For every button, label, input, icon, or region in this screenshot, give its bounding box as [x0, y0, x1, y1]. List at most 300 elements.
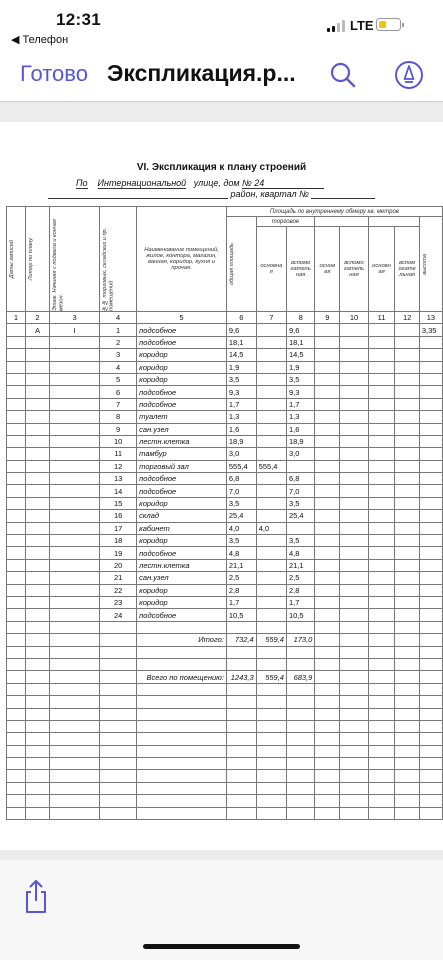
header-height: высота [419, 217, 442, 312]
empty-cell [395, 423, 420, 435]
aux-area-cell: 14,5 [286, 349, 314, 361]
table-row [7, 770, 443, 782]
empty-cell [315, 398, 340, 410]
empty-cell [286, 782, 314, 794]
height-cell: 3,35 [419, 324, 442, 336]
room-number-cell: 1 [100, 324, 137, 336]
empty-cell [340, 733, 368, 745]
column-number: 5 [137, 312, 227, 324]
empty-cell [395, 373, 420, 385]
empty-cell [137, 758, 227, 770]
empty-cell [340, 795, 368, 807]
room-number-cell: 3 [100, 349, 137, 361]
total-area-cell: 9,3 [226, 386, 256, 398]
empty-cell [368, 733, 395, 745]
empty-cell [368, 720, 395, 732]
empty-cell [286, 807, 314, 819]
empty-cell [256, 708, 286, 720]
empty-cell [340, 671, 368, 683]
empty-cell [395, 522, 420, 534]
itogo-row [7, 634, 443, 646]
aux-area-cell: 3,0 [286, 448, 314, 460]
room-name-cell: коридор [137, 497, 227, 509]
floor-cell [50, 584, 100, 596]
empty-cell [25, 782, 49, 794]
empty-cell [226, 758, 256, 770]
empty-cell [315, 435, 340, 447]
total-area-cell: 555,4 [226, 460, 256, 472]
room-number-cell: 21 [100, 572, 137, 584]
aux-area-cell: 9,6 [286, 324, 314, 336]
empty-cell [395, 795, 420, 807]
empty-cell [50, 658, 100, 670]
empty-cell [286, 733, 314, 745]
floor-cell [50, 336, 100, 348]
vsego-aux: 683,9 [286, 671, 314, 683]
empty-cell [395, 683, 420, 695]
floor-cell [50, 460, 100, 472]
table-row [7, 696, 443, 708]
total-area-cell: 1,9 [226, 361, 256, 373]
empty-cell [50, 646, 100, 658]
letter-cell [25, 373, 49, 385]
room-number-cell: 20 [100, 559, 137, 571]
empty-cell [340, 510, 368, 522]
empty-cell [315, 758, 340, 770]
empty-cell [286, 658, 314, 670]
empty-cell [137, 770, 227, 782]
empty-cell [368, 584, 395, 596]
date-cell [7, 398, 26, 410]
empty-cell [7, 696, 26, 708]
main-area-cell [256, 448, 286, 460]
empty-cell [368, 473, 395, 485]
room-number-cell: 9 [100, 423, 137, 435]
date-cell [7, 373, 26, 385]
room-name-cell: коридор [137, 596, 227, 608]
height-cell [419, 559, 442, 571]
letter-cell [25, 435, 49, 447]
header-aux-2: вспомо гатель ная [340, 227, 368, 312]
empty-cell [368, 411, 395, 423]
empty-cell [7, 745, 26, 757]
table-row [7, 584, 443, 596]
empty-cell [7, 708, 26, 720]
room-number-cell: 18 [100, 535, 137, 547]
main-area-cell [256, 435, 286, 447]
room-name-cell: кабинет [137, 522, 227, 534]
aux-area-cell: 2,8 [286, 584, 314, 596]
empty-cell [368, 572, 395, 584]
empty-cell [419, 720, 442, 732]
back-to-app-link[interactable]: ◀ Телефон [11, 34, 69, 46]
main-area-cell [256, 510, 286, 522]
total-area-cell: 3,5 [226, 535, 256, 547]
empty-cell [419, 807, 442, 819]
room-name-cell: подсобное [137, 398, 227, 410]
empty-cell [315, 411, 340, 423]
battery-icon [376, 18, 401, 31]
empty-cell [100, 720, 137, 732]
empty-cell [315, 708, 340, 720]
floor-cell [50, 522, 100, 534]
room-number-cell: 12 [100, 460, 137, 472]
empty-cell [315, 497, 340, 509]
letter-cell [25, 596, 49, 608]
aux-area-cell: 6,8 [286, 473, 314, 485]
empty-cell [315, 646, 340, 658]
empty-cell [226, 807, 256, 819]
table-row [7, 795, 443, 807]
header-letter: Литер по плану [25, 207, 49, 312]
empty-cell [25, 758, 49, 770]
table-row [7, 460, 443, 472]
empty-cell [395, 411, 420, 423]
date-cell [7, 596, 26, 608]
empty-cell [395, 473, 420, 485]
aux-area-cell [286, 522, 314, 534]
empty-cell [50, 733, 100, 745]
empty-cell [315, 696, 340, 708]
column-number: 3 [50, 312, 100, 324]
empty-cell [395, 510, 420, 522]
empty-cell [315, 782, 340, 794]
room-name-cell: подсобное [137, 609, 227, 621]
empty-cell [315, 373, 340, 385]
empty-cell [286, 708, 314, 720]
empty-cell [315, 386, 340, 398]
empty-cell [395, 435, 420, 447]
empty-cell [395, 547, 420, 559]
room-number-cell: 2 [100, 336, 137, 348]
empty-cell [340, 584, 368, 596]
date-cell [7, 535, 26, 547]
empty-cell [226, 770, 256, 782]
column-number: 1 [7, 312, 26, 324]
column-number: 8 [286, 312, 314, 324]
empty-cell [315, 733, 340, 745]
height-cell [419, 336, 442, 348]
empty-cell [368, 782, 395, 794]
empty-cell [25, 696, 49, 708]
letter-cell [25, 386, 49, 398]
empty-cell [50, 770, 100, 782]
letter-cell [25, 411, 49, 423]
aux-area-cell: 1,7 [286, 398, 314, 410]
empty-cell [137, 658, 227, 670]
height-cell [419, 609, 442, 621]
share-icon[interactable] [23, 879, 49, 915]
letter-cell [25, 349, 49, 361]
empty-cell [137, 720, 227, 732]
empty-cell [226, 782, 256, 794]
empty-cell [368, 448, 395, 460]
empty-cell [368, 745, 395, 757]
height-cell [419, 497, 442, 509]
table-row [7, 522, 443, 534]
height-cell [419, 386, 442, 398]
empty-cell [340, 646, 368, 658]
empty-cell [256, 720, 286, 732]
main-area-cell [256, 609, 286, 621]
empty-cell [419, 621, 442, 633]
empty-cell [395, 497, 420, 509]
total-area-cell: 4,0 [226, 522, 256, 534]
room-name-cell: коридор [137, 349, 227, 361]
empty-cell [340, 807, 368, 819]
column-number: 13 [419, 312, 442, 324]
empty-cell [395, 596, 420, 608]
empty-cell [25, 708, 49, 720]
empty-cell [25, 646, 49, 658]
table-row [7, 621, 443, 633]
empty-cell [368, 510, 395, 522]
empty-cell [50, 671, 100, 683]
empty-cell [25, 658, 49, 670]
empty-cell [315, 349, 340, 361]
empty-cell [395, 609, 420, 621]
empty-cell [395, 485, 420, 497]
main-area-cell [256, 584, 286, 596]
district-label: район, квартал № [230, 189, 309, 199]
empty-cell [368, 758, 395, 770]
date-cell [7, 497, 26, 509]
empty-cell [395, 671, 420, 683]
empty-cell [340, 485, 368, 497]
table-row [7, 609, 443, 621]
header-main: основна я [256, 227, 286, 312]
height-cell [419, 485, 442, 497]
empty-cell [395, 559, 420, 571]
height-cell [419, 596, 442, 608]
total-area-cell: 18,9 [226, 435, 256, 447]
done-button[interactable]: Готово [20, 61, 88, 86]
letter-cell [25, 485, 49, 497]
empty-cell [100, 671, 137, 683]
empty-cell [419, 696, 442, 708]
document-viewer[interactable] [0, 102, 443, 860]
aux-area-cell: 3,5 [286, 535, 314, 547]
main-area-cell: 4,0 [256, 522, 286, 534]
main-area-cell [256, 547, 286, 559]
network-type: LTE [350, 18, 374, 33]
date-cell [7, 361, 26, 373]
empty-cell [315, 522, 340, 534]
main-area-cell [256, 423, 286, 435]
aux-area-cell: 18,1 [286, 336, 314, 348]
empty-cell [340, 386, 368, 398]
empty-cell [419, 795, 442, 807]
table-row [7, 361, 443, 373]
empty-cell [100, 770, 137, 782]
height-cell [419, 349, 442, 361]
empty-cell [340, 758, 368, 770]
empty-cell [137, 733, 227, 745]
column-number: 9 [315, 312, 340, 324]
height-cell [419, 423, 442, 435]
empty-cell [256, 658, 286, 670]
empty-cell [340, 745, 368, 757]
date-cell [7, 435, 26, 447]
empty-cell [25, 634, 49, 646]
bottom-toolbar [0, 860, 443, 960]
total-area-cell: 7,0 [226, 485, 256, 497]
empty-cell [340, 497, 368, 509]
main-area-cell: 555,4 [256, 460, 286, 472]
empty-cell [368, 609, 395, 621]
empty-cell [7, 621, 26, 633]
table-row [7, 758, 443, 770]
room-name-cell: сан.узел [137, 423, 227, 435]
total-area-cell: 10,5 [226, 609, 256, 621]
empty-cell [368, 671, 395, 683]
room-name-cell: коридор [137, 373, 227, 385]
empty-cell [256, 745, 286, 757]
letter-cell [25, 535, 49, 547]
column-number: 4 [100, 312, 137, 324]
date-cell [7, 522, 26, 534]
main-area-cell [256, 361, 286, 373]
empty-cell [7, 720, 26, 732]
table-row [7, 386, 443, 398]
empty-cell [100, 758, 137, 770]
height-cell [419, 572, 442, 584]
total-area-cell: 25,4 [226, 510, 256, 522]
empty-cell [368, 535, 395, 547]
room-name-cell: лестн.клетка [137, 559, 227, 571]
height-cell [419, 398, 442, 410]
letter-cell [25, 609, 49, 621]
table-row [7, 658, 443, 670]
room-number-cell: 7 [100, 398, 137, 410]
floor-cell [50, 497, 100, 509]
document-title: Экспликация.р... [107, 60, 296, 86]
empty-cell [286, 720, 314, 732]
document-heading: VI. Экспликация к плану строений [136, 162, 307, 173]
table-row [7, 807, 443, 819]
empty-cell [25, 795, 49, 807]
empty-cell [340, 621, 368, 633]
main-area-cell [256, 398, 286, 410]
empty-cell [50, 782, 100, 794]
empty-cell [7, 758, 26, 770]
empty-cell [315, 671, 340, 683]
letter-cell [25, 460, 49, 472]
header-name: Наименование помещений, жилое, контора, магазин, ванная, коридор, кухня и прочая. [137, 207, 227, 312]
empty-cell [419, 634, 442, 646]
date-cell [7, 609, 26, 621]
empty-cell [315, 596, 340, 608]
header-aux-3: вспом огате льная [395, 227, 420, 312]
empty-cell [100, 795, 137, 807]
floor-cell [50, 510, 100, 522]
empty-cell [286, 745, 314, 757]
empty-cell [368, 683, 395, 695]
empty-cell [100, 646, 137, 658]
table-row [7, 596, 443, 608]
itogo-aux: 173,0 [286, 634, 314, 646]
aux-area-cell: 1,9 [286, 361, 314, 373]
empty-cell [25, 683, 49, 695]
empty-cell [419, 758, 442, 770]
empty-cell [50, 745, 100, 757]
floor-cell [50, 547, 100, 559]
main-area-cell [256, 336, 286, 348]
empty-cell [340, 373, 368, 385]
room-name-cell: подсобное [137, 547, 227, 559]
empty-cell [340, 634, 368, 646]
height-cell [419, 535, 442, 547]
empty-cell [25, 720, 49, 732]
room-number-cell: 6 [100, 386, 137, 398]
aux-area-cell: 7,0 [286, 485, 314, 497]
letter-cell [25, 361, 49, 373]
room-name-cell: подсобное [137, 336, 227, 348]
empty-cell [395, 658, 420, 670]
empty-cell [315, 423, 340, 435]
empty-cell [368, 423, 395, 435]
table-row [7, 336, 443, 348]
floor-cell [50, 349, 100, 361]
date-cell [7, 423, 26, 435]
empty-cell [315, 336, 340, 348]
total-area-cell: 21,1 [226, 559, 256, 571]
main-area-cell [256, 473, 286, 485]
empty-cell [226, 733, 256, 745]
floor-cell [50, 361, 100, 373]
aux-area-cell: 1,6 [286, 423, 314, 435]
empty-cell [315, 795, 340, 807]
empty-cell [395, 807, 420, 819]
letter-cell [25, 522, 49, 534]
empty-cell [419, 770, 442, 782]
empty-cell [50, 720, 100, 732]
empty-cell [340, 535, 368, 547]
empty-cell [256, 683, 286, 695]
table-row [7, 510, 443, 522]
table-row [7, 572, 443, 584]
empty-cell [395, 324, 420, 336]
floor-cell [50, 485, 100, 497]
total-area-cell: 3,0 [226, 448, 256, 460]
main-area-cell [256, 386, 286, 398]
empty-cell [100, 745, 137, 757]
letter-cell [25, 336, 49, 348]
date-cell [7, 572, 26, 584]
empty-cell [395, 782, 420, 794]
empty-cell [368, 522, 395, 534]
search-icon[interactable] [329, 61, 357, 89]
address-street: Интернациональной [97, 178, 187, 188]
empty-cell [137, 745, 227, 757]
total-area-cell: 2,8 [226, 584, 256, 596]
date-cell [7, 547, 26, 559]
empty-cell [50, 621, 100, 633]
home-indicator [143, 944, 300, 949]
markup-pen-icon[interactable] [394, 60, 424, 90]
empty-cell [286, 646, 314, 658]
empty-cell [137, 795, 227, 807]
empty-cell [395, 758, 420, 770]
header-trade: торговое [256, 217, 315, 227]
empty-cell [340, 324, 368, 336]
empty-cell [340, 658, 368, 670]
empty-cell [340, 696, 368, 708]
header-floor: Этаж. Начиная с подвала и кончая мезон. [50, 207, 100, 312]
floor-cell [50, 373, 100, 385]
aux-area-cell: 2,5 [286, 572, 314, 584]
room-name-cell: склад [137, 510, 227, 522]
